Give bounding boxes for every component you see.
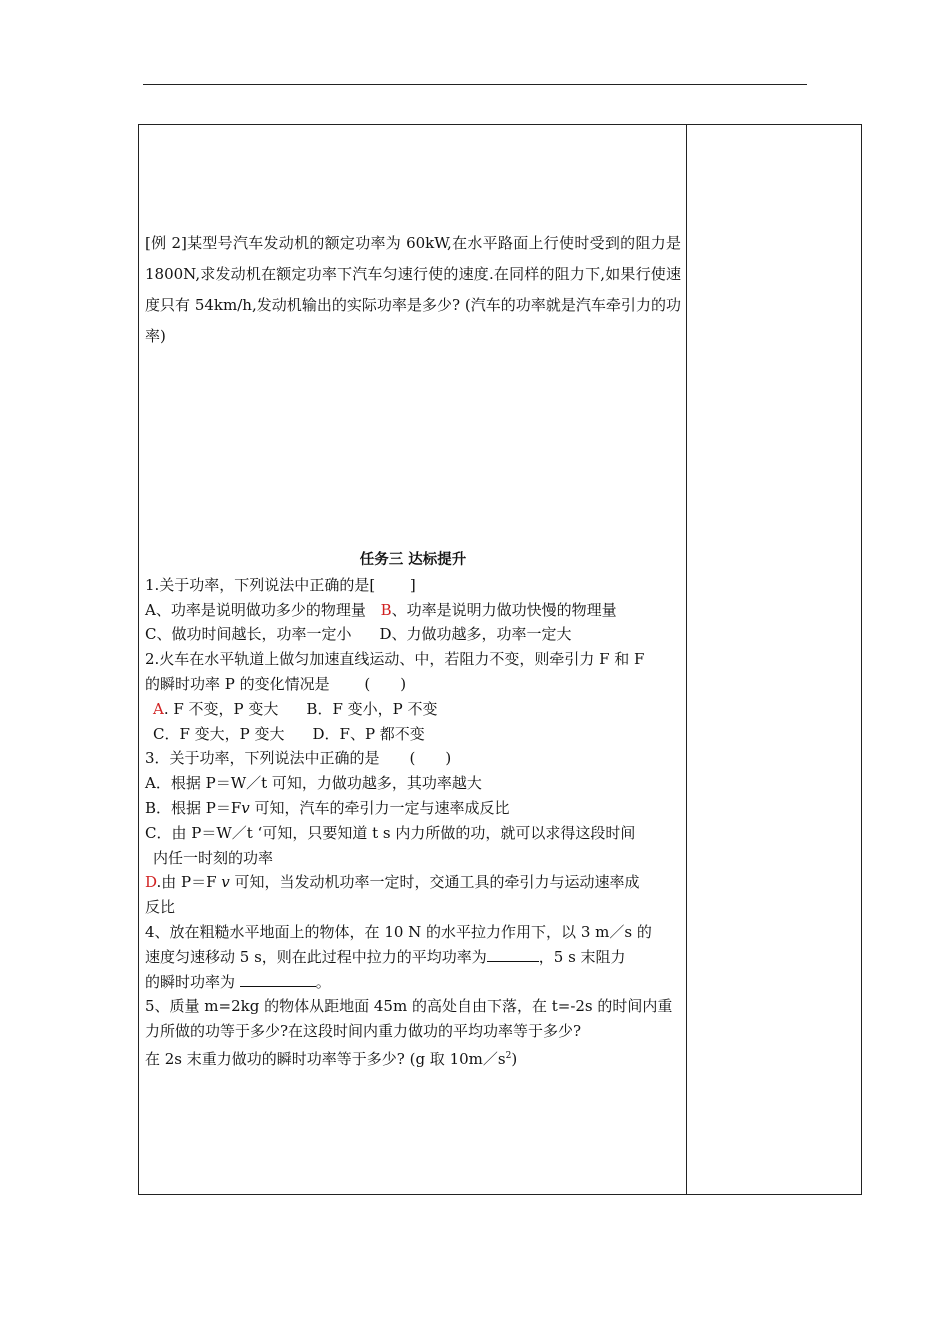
q5-line-2: 力所做的功等于多少?在这段时间内重力做功的平均功率等于多少? (145, 1022, 582, 1041)
task-3-title: 任务三 达标提升 (359, 552, 467, 568)
q4-answer-blank-1[interactable] (487, 947, 539, 962)
q3-option-d-1: D.由 P＝F 𝑣 可知，当发动机功率一定时，交通工具的牵引力与运动速率成 (145, 873, 640, 892)
q1-options-ab (145, 598, 681, 623)
q2-options-ab (145, 697, 681, 722)
q4-line-1: 4、放在粗糙水平地面上的物体，在 10 N 的水平拉力作用下，以 3 m／s 的 (145, 922, 652, 941)
q2-answer-mark: A (153, 699, 164, 718)
q5-line-1: 5、质量 m=2kg 的物体从距地面 45m 的高处自由下落，在 t=-2s 的时间内重 (145, 997, 673, 1016)
q4-line-3: 的瞬时功率为 。 (145, 972, 331, 991)
example-2-paragraph: [例 2]某型号汽车发动机的额定功率为 60kW,在水平路面上行使时受到的阻力是 1800N,求发动机在额定功率下汽车匀速行使的速度.在同样的阻力下,如果行使速度只有 54km/h,发动机输出的实际功率是多少? (汽车的功率就是汽车牵引力的功率) (145, 234, 681, 345)
q1-answer-mark: B (380, 600, 392, 619)
q1-option-a: A、功率是说明做功多少的物理量 (145, 600, 366, 619)
q3-option-b: B．根据 P＝F𝑣 可知，汽车的牵引力一定与速率成反比 (145, 798, 510, 817)
q1-option-d: D、力做功越多，功率一定大 (379, 625, 572, 644)
q4-answer-blank-2[interactable] (240, 972, 316, 987)
q3-option-a: A．根据 P＝W／t 可知，力做功越多，其功率越大 (145, 774, 482, 793)
q2-stem-2: 的瞬时功率 P 的变化情况是 ( ) (145, 674, 407, 693)
q2-stem-1: 2.火车在水平轨道上做匀加速直线运动、中，若阻力不变，则牵引力 F 和 F (145, 650, 645, 669)
q2-option-c: C．F 变大，P 变大 (153, 724, 285, 743)
header-rule (143, 84, 807, 85)
task-3-section (145, 548, 681, 1072)
q3-option-d-2: 反比 (145, 898, 176, 917)
q1-option-c: C、做功时间越长，功率一定小 (145, 625, 352, 644)
q5-line-3: 在 2s 末重力做功的瞬时功率等于多少? (g 取 $10m/s^2$) (145, 1049, 518, 1068)
q4-line-2: 速度匀速移动 5 s，则在此过程中拉力的平均功率为 ，5 s 末阻力 (145, 947, 626, 966)
q2-options-cd (145, 722, 681, 747)
column-divider (686, 124, 687, 1195)
q2-option-a: . F 不变，P 变大 (163, 699, 279, 718)
q1-stem: 1.关于功率，下列说法中正确的是[ ] (145, 575, 416, 594)
q2-option-d: D．F、P 都不变 (312, 724, 425, 743)
q1-option-b: 、功率是说明力做功快慢的物理量 (391, 600, 617, 619)
q3-option-c-2: 内任一时刻的功率 (153, 848, 274, 867)
q1-options-cd (145, 622, 681, 647)
q3-stem: 3．关于功率，下列说法中正确的是 ( ) (145, 749, 452, 768)
q2-option-b: B．F 变小，P 不变 (306, 699, 438, 718)
q3-option-c-1: C．由 P＝W／t ‘可知，只要知道 t s 内力所做的功，就可以求得这段时间 (145, 823, 636, 842)
q3-answer-mark: D (145, 873, 157, 892)
